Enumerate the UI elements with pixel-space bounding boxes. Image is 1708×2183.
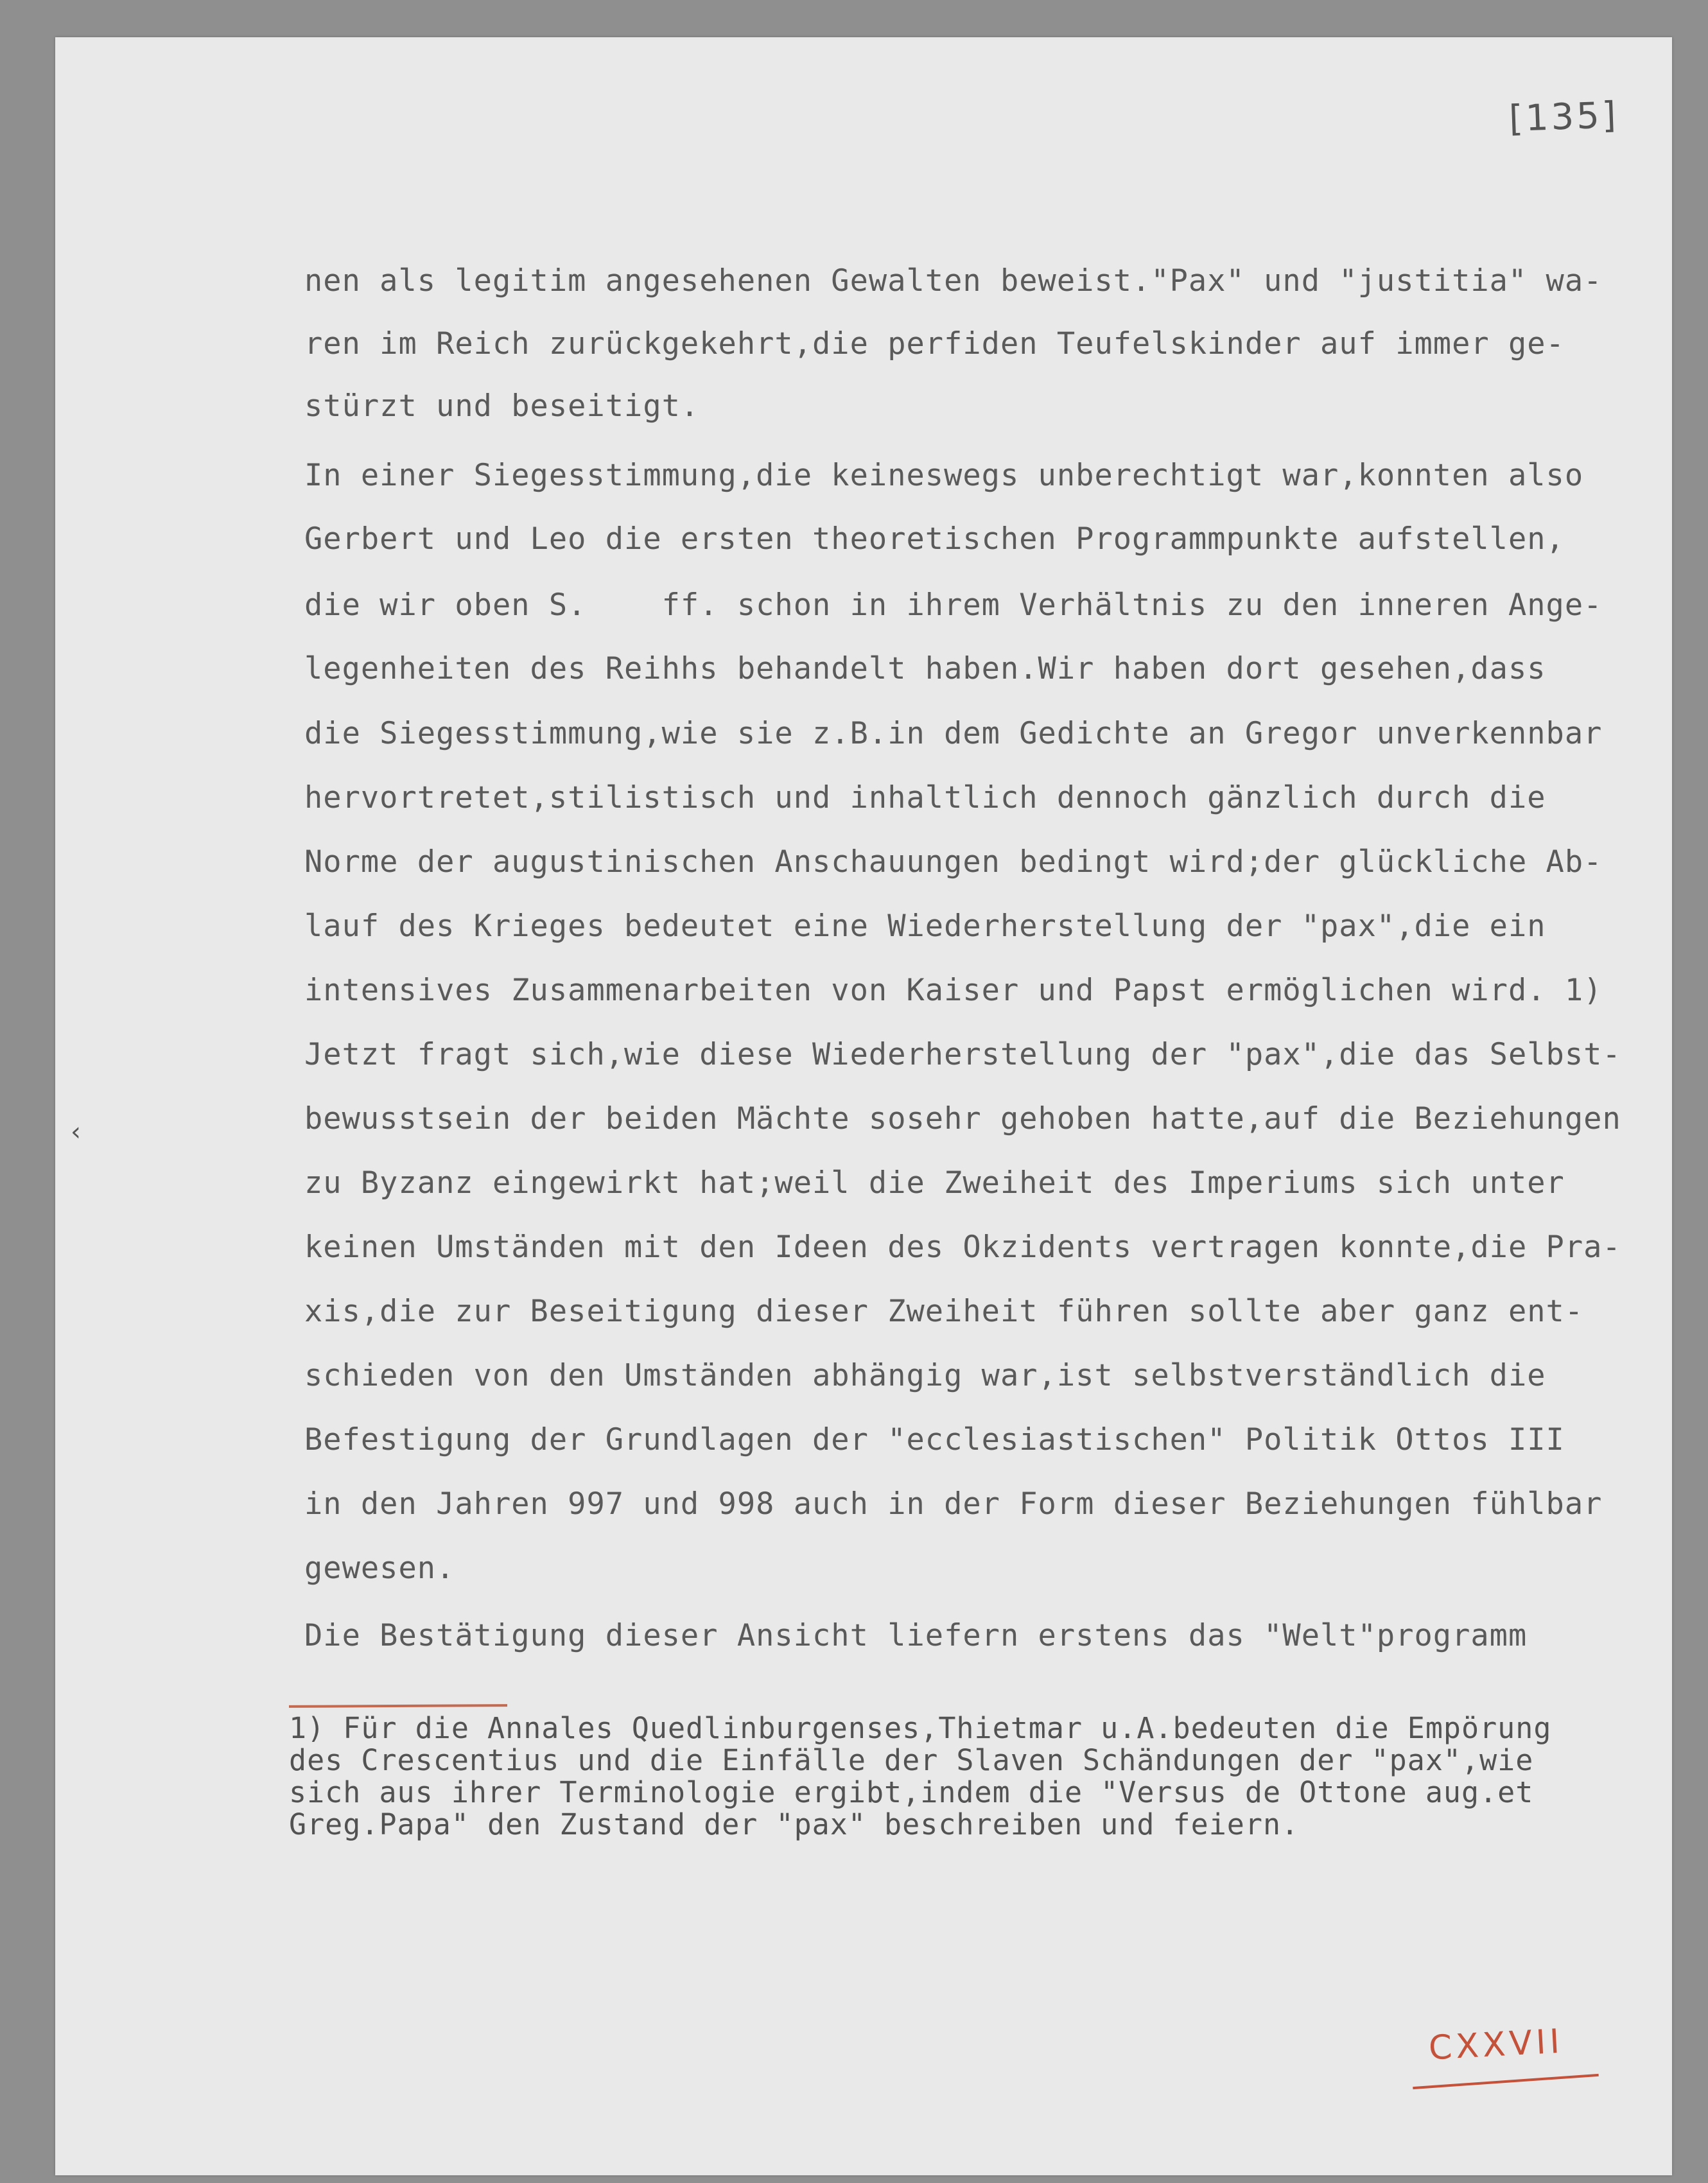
body-line: nen als legitim angesehenen Gewalten beweist."Pax" und "justitia" wa- [304, 263, 1603, 299]
body-line: Befestigung der Grundlagen der "ecclesiastischen" Politik Ottos III [304, 1422, 1565, 1457]
body-line: legenheiten des Reihhs behandelt haben.Wir haben dort gesehen,dass [304, 651, 1546, 686]
body-line: bewusstsein der beiden Mächte sosehr gehoben hatte,auf die Beziehungen [304, 1101, 1621, 1136]
body-line: die wir oben S. ff. schon in ihrem Verhältnis zu den inneren Ange- [304, 587, 1603, 623]
body-line: die Siegesstimmung,wie sie z.B.in dem Gedichte an Gregor unverkennbar [304, 716, 1603, 751]
body-line: Norme der augustinischen Anschauungen bedingt wird;der glückliche Ab- [304, 844, 1603, 880]
footnote-line: 1) Für die Annales Quedlinburgenses,Thietmar u.A.bedeuten die Empörung [289, 1711, 1552, 1745]
body-line: schieden von den Umständen abhängig war,ist selbstverständlich die [304, 1358, 1546, 1393]
footnote-line: sich aus ihrer Terminologie ergibt,indem die "Versus de Ottone aug.et [289, 1775, 1534, 1809]
body-line: keinen Umständen mit den Ideen des Okzidents vertragen konnte,die Pra- [304, 1230, 1621, 1265]
body-line: In einer Siegesstimmung,die keineswegs unberechtigt war,konnten also [304, 458, 1584, 493]
body-line: stürzt und beseitigt. [304, 388, 700, 424]
body-line: Gerbert und Leo die ersten theoretischen Programmpunkte aufstellen, [304, 521, 1565, 557]
body-line: Jetzt fragt sich,wie diese Wiederherstellung der "pax",die das Selbst- [304, 1037, 1621, 1072]
body-line: xis,die zur Beseitigung dieser Zweiheit führen sollte aber ganz ent- [304, 1294, 1584, 1329]
body-line: hervortretet,stilistisch und inhaltlich dennoch gänzlich durch die [304, 780, 1546, 815]
body-line: Die Bestätigung dieser Ansicht liefern erstens das "Welt"programm [304, 1618, 1528, 1653]
body-line: zu Byzanz eingewirkt hat;weil die Zweiheit des Imperiums sich unter [304, 1165, 1565, 1201]
body-line: in den Jahren 997 und 998 auch in der Form dieser Beziehungen fühlbar [304, 1486, 1603, 1522]
body-line: gewesen. [304, 1551, 455, 1586]
body-line: ren im Reich zurückgekehrt,die perfiden Teufelskinder auf immer ge- [304, 326, 1565, 361]
footnote-line: des Crescentius und die Einfälle der Slaven Schändungen der "pax",wie [289, 1743, 1534, 1777]
body-line: lauf des Krieges bedeutet eine Wiederherstellung der "pax",die ein [304, 909, 1546, 944]
margin-tick-mark [71, 1117, 89, 1131]
footnote-line: Greg.Papa" den Zustand der "pax" beschreiben und feiern. [289, 1807, 1300, 1841]
archive-page-number: [135] [1508, 94, 1619, 140]
body-line: intensives Zusammenarbeiten von Kaiser und Papst ermöglichen wird. 1) [304, 973, 1603, 1008]
roman-page-mark: CXXVII [1427, 2022, 1565, 2068]
